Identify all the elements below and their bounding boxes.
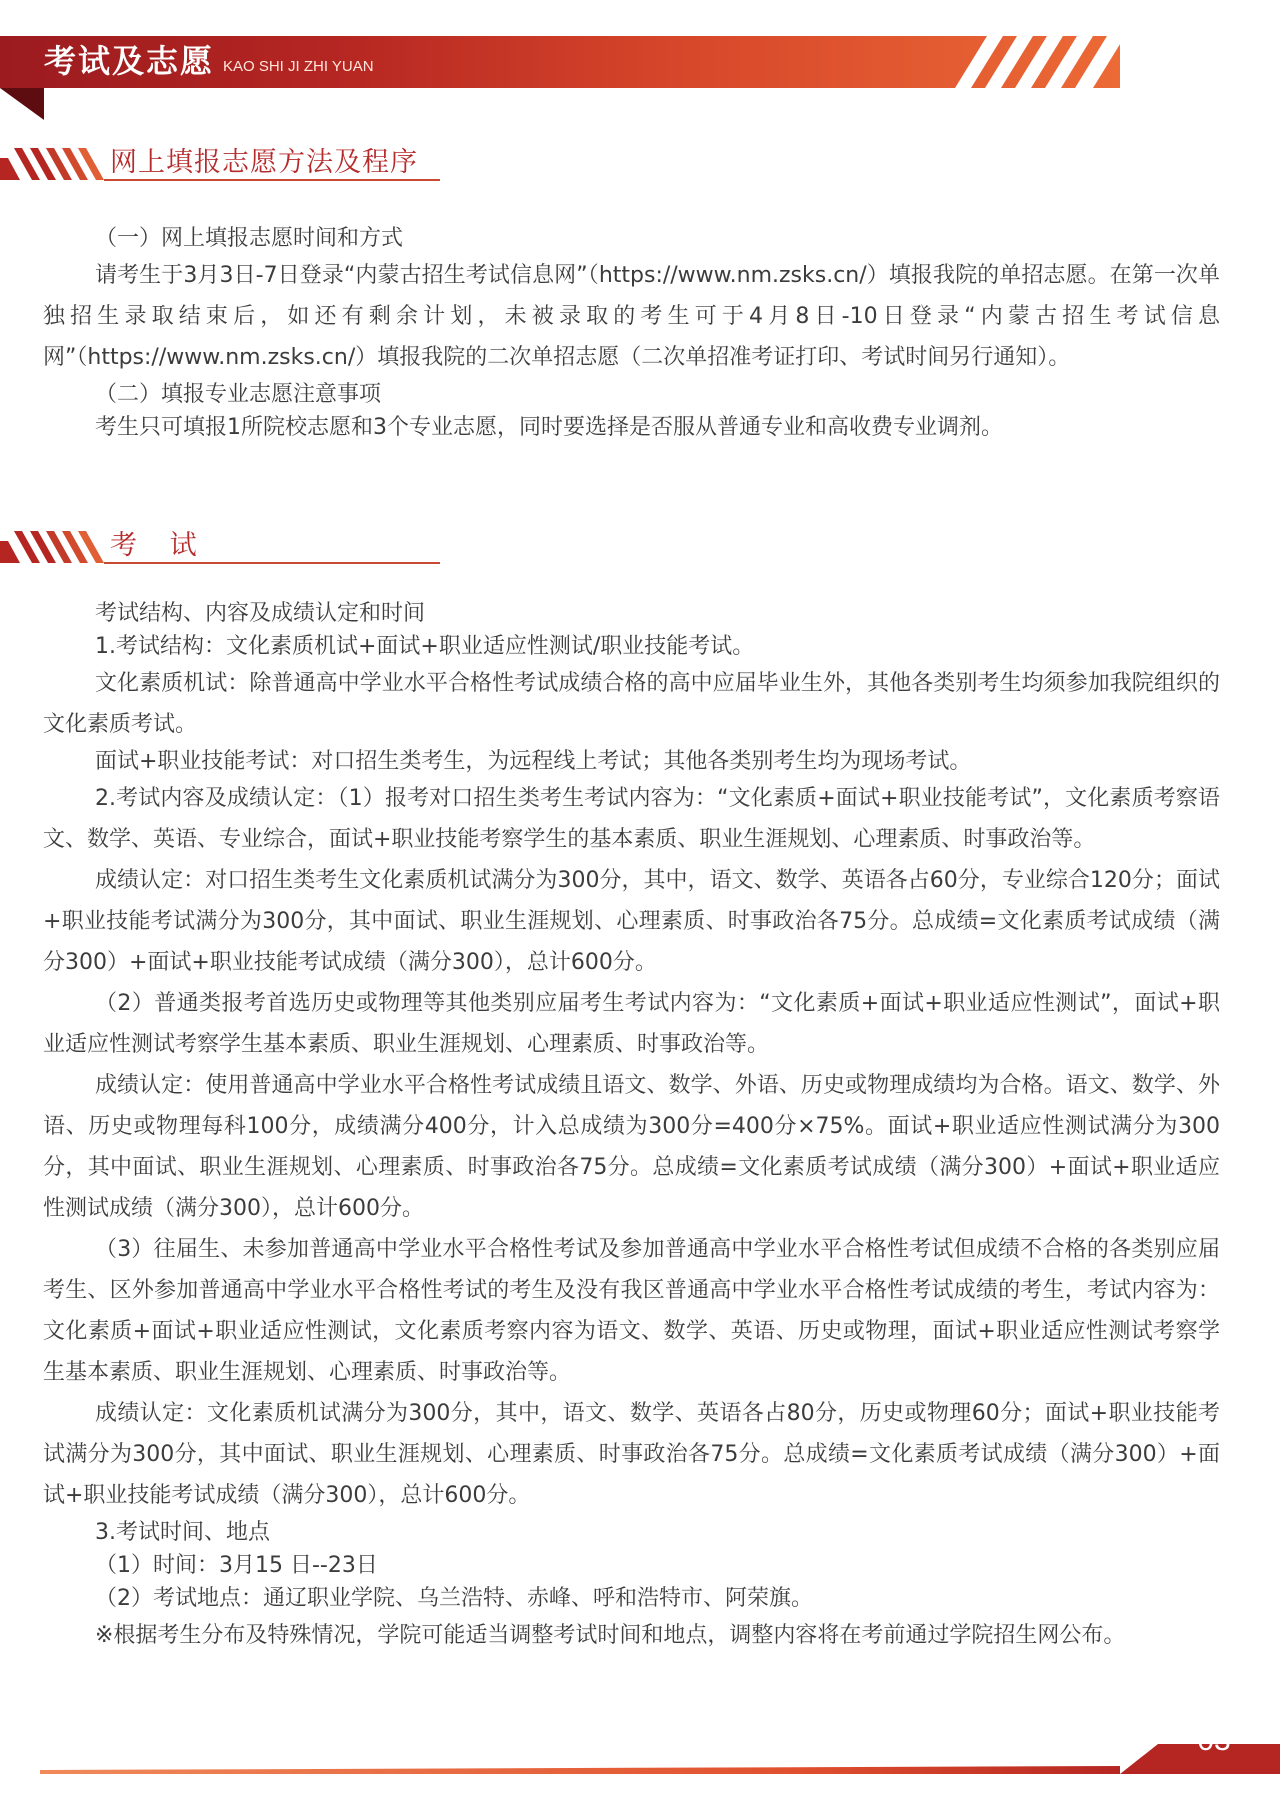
section-header-exam xyxy=(0,525,1280,569)
note-paragraph: ※根据考生分布及特殊情况，学院可能适当调整考试时间和地点，调整内容将在考前通过学院招生网公布。 xyxy=(95,1623,1126,1648)
subheading: （二）填报专业志愿注意事项 xyxy=(95,382,382,407)
paragraph: 面试+职业技能考试：对口招生类考生，为远程线上考试；其他各类别考生均为现场考试。 xyxy=(95,749,972,774)
section-title: 考 试 xyxy=(110,530,209,561)
paragraph: （1）时间：3月15 日--23日 xyxy=(95,1553,378,1578)
section-header-volunteer xyxy=(0,142,1280,186)
paragraph: 成绩认定：对口招生类考生文化素质机试满分为300分，其中，语文、数学、英语各占60分，专业综合120分；面试+职业技能考试满分为300分，其中面试、职业生涯规划、心理素质、时事政治各75分。总成绩=文化素质考试成绩（满分300）+面试+职业技能考试成绩（满分300），总计600分。 xyxy=(43,868,1220,975)
paragraph: 文化素质机试：除普通高中学业水平合格性考试成绩合格的高中应届毕业生外，其他各类别考生均须参加我院组织的文化素质考试。 xyxy=(43,671,1220,737)
banner-subtitle: KAO SHI JI ZHI YUAN xyxy=(223,58,374,75)
subheading: （一）网上填报志愿时间和方式 xyxy=(95,226,404,251)
paragraph: 成绩认定：文化素质机试满分为300分，其中，语文、数学、英语各占80分，历史或物理60分；面试+职业技能考试满分为300分，其中面试、职业生涯规划、心理素质、时事政治各75分。总成绩=文化素质考试成绩（满分300）+面试+职业技能考试成绩（满分300），总计600分。 xyxy=(43,1401,1220,1508)
subheading: 3.考试时间、地点 xyxy=(95,1520,270,1545)
banner-fold xyxy=(0,88,44,120)
section-title: 网上填报志愿方法及程序 xyxy=(110,147,418,178)
paragraph: （2）普通类报考首选历史或物理等其他类别应届考生考试内容为：“文化素质+面试+职业适应性测试”，面试+职业适应性测试考察学生基本素质、职业生涯规划、心理素质、时事政治等。 xyxy=(43,991,1220,1057)
paragraph: 成绩认定：使用普通高中学业水平合格性考试成绩且语文、数学、外语、历史或物理成绩均为合格。语文、数学、外语、历史或物理每科100分，成绩满分400分，计入总成绩为300分=400分×75%。面试+职业适应性测试满分为300分，其中面试、职业生涯规划、心理素质、时事政治各75分。总成绩=文化素质考试成绩（满分300）+面试+职业适应性测试成绩（满分300），总计600分。 xyxy=(43,1073,1220,1221)
banner-title: 考试及志愿 xyxy=(44,42,215,80)
paragraph: 2.考试内容及成绩认定：（1）报考对口招生类考生考试内容为：“文化素质+面试+职业技能考试”，文化素质考察语文、数学、英语、专业综合，面试+职业技能考察学生的基本素质、职业生涯规划、心理素质、时事政治等。 xyxy=(43,786,1220,852)
paragraph: 请考生于3月3日-7日登录“内蒙古招生考试信息网”（https://www.nm.zsks.cn/）填报我院的单招志愿。在第一次单独招生录取结束后，如还有剩余计划，未被录取的考生可于4月8日-10日登录“内蒙古招生考试信息网”（https://www.nm.zsks.cn/）填报我院的二次单招志愿（二次单招准考证打印、考试时间另行通知）。 xyxy=(43,263,1220,370)
paragraph: 考生只可填报1所院校志愿和3个专业志愿，同时要选择是否服从普通专业和高收费专业调剂。 xyxy=(95,415,1003,440)
footer-line xyxy=(40,1744,1280,1794)
paragraph: （2）考试地点：通辽职业学院、乌兰浩特、赤峰、呼和浩特市、阿荣旗。 xyxy=(95,1586,813,1611)
subheading: 考试结构、内容及成绩认定和时间 xyxy=(95,601,426,626)
paragraph: （3）往届生、未参加普通高中学业水平合格性考试及参加普通高中学业水平合格性考试但成绩不合格的各类别应届考生、区外参加普通高中学业水平合格性考试的考生及没有我区普通高中学业水平合格性考试成绩的考生，考试内容为：文化素质+面试+职业适应性测试，文化素质考察内容为语文、数学、英语、历史或物理，面试+职业适应性测试考察学生基本素质、职业生涯规划、心理素质、时事政治等。 xyxy=(43,1237,1220,1385)
page-number: 03 xyxy=(1197,1724,1231,1757)
section-volunteer-body xyxy=(43,222,1220,444)
banner-stripes-decoration xyxy=(955,36,1125,88)
paragraph: 1.考试结构：文化素质机试+面试+职业适应性测试/职业技能考试。 xyxy=(95,634,755,659)
section-exam-body xyxy=(43,597,1220,1656)
